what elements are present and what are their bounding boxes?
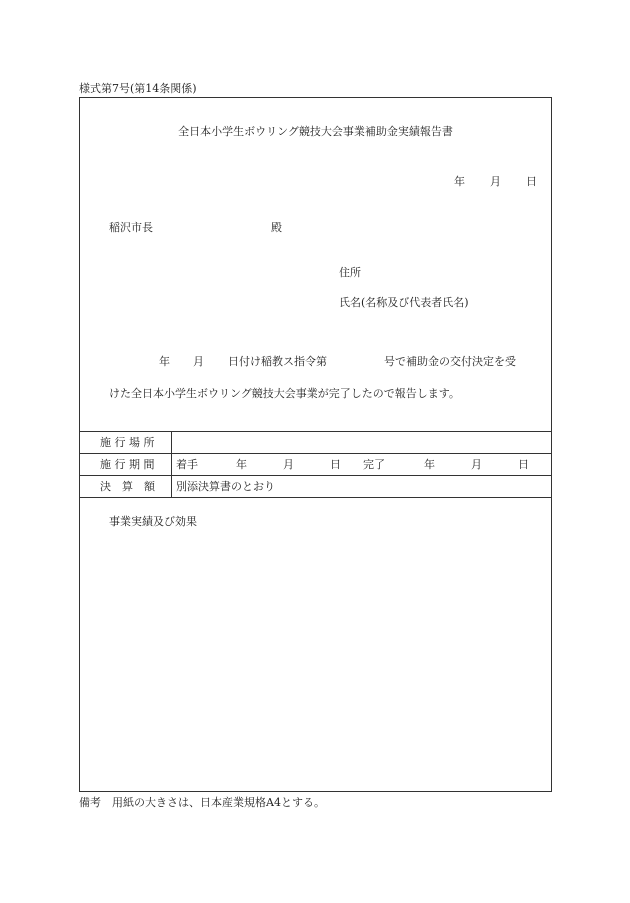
table-bottom-border [80,497,551,498]
site-label: 施 行 場 所 [100,436,155,449]
name-label: 氏名(名称及び代表者氏名) [339,296,469,309]
body-line2: けた全日本小学生ボウリング競技大会事業が完了したので報告します。 [109,387,460,400]
report-form [79,97,552,792]
body-dated-directive: 日付け稲教ス指令第 [228,355,327,368]
address-label: 住所 [339,266,361,279]
table-row-divider-2 [80,475,551,476]
date-year: 年 [454,175,465,188]
form-title: 全日本小学生ボウリング競技大会事業補助金実績報告書 [178,125,453,138]
end-label: 完了 [363,458,385,471]
end-year: 年 [424,458,435,471]
form-number: 様式第7号(第14条関係) [79,82,197,95]
settlement-value: 別添決算書のとおり [176,480,275,493]
footnote: 備考 用紙の大きさは、日本産業規格A4とする。 [79,796,325,809]
end-day: 日 [518,458,529,471]
addressee-honorific: 殿 [271,221,282,234]
table-top-border [80,431,551,432]
date-month: 月 [490,175,501,188]
addressee-name: 稲沢市長 [109,221,153,234]
start-month: 月 [283,458,294,471]
date-day: 日 [526,175,537,188]
end-month: 月 [471,458,482,471]
start-year: 年 [236,458,247,471]
results-label: 事業実績及び効果 [109,515,197,528]
table-row-divider-1 [80,453,551,454]
body-number-clause: 号で補助金の交付決定を受 [384,355,516,368]
period-label: 施 行 期 間 [100,458,155,471]
settlement-label: 決 算 額 [100,480,155,493]
body-year: 年 [159,355,170,368]
start-label: 着手 [176,458,198,471]
body-month: 月 [193,355,204,368]
start-day: 日 [330,458,341,471]
table-column-divider [171,431,172,497]
